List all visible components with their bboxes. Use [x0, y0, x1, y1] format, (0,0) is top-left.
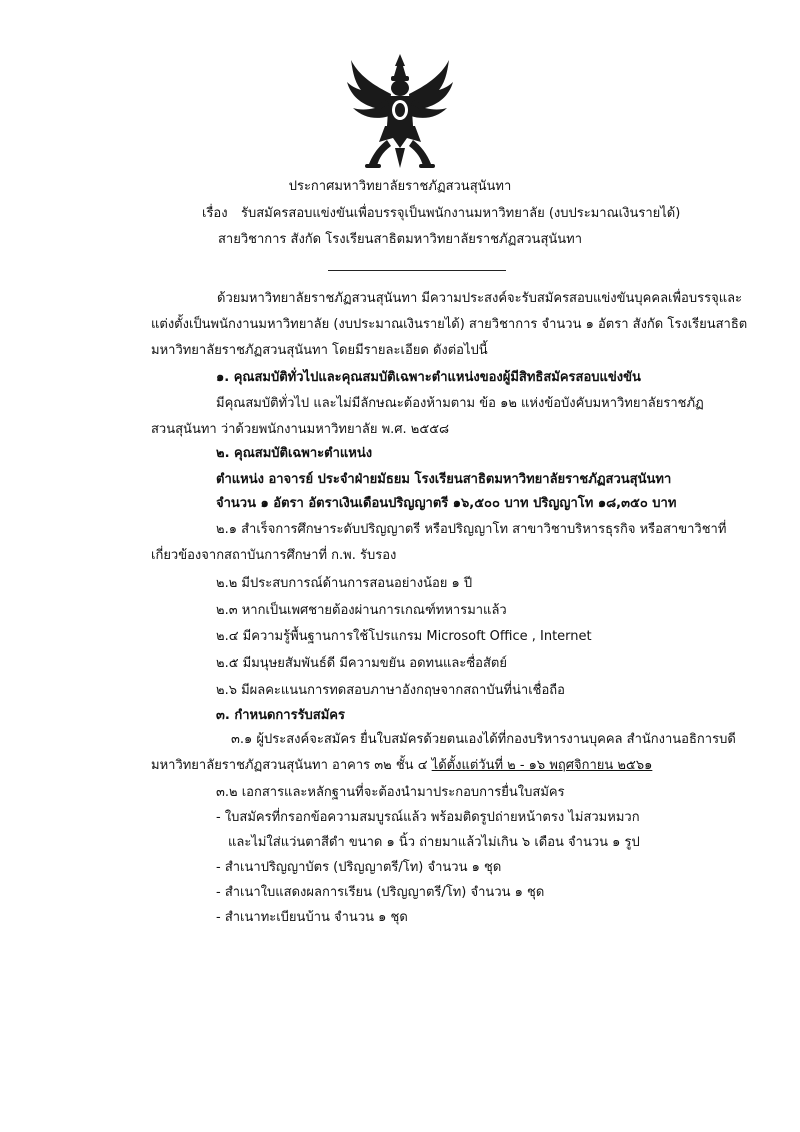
garuda-emblem: [345, 52, 455, 170]
application-3-2: ๓.๒ เอกสารและหลักฐานที่จะต้องนำมาประกอบการยื่นใบสมัคร: [216, 785, 565, 800]
intro-line-3: มหาวิทยาลัยราชภัฏสวนสุนันทา โดยมีรายละเอียด ดังต่อไปนี้: [151, 343, 488, 358]
announcement-unit: สายวิชาการ สังกัด โรงเรียนสาธิตมหาวิทยาลัยราชภัฏสวนสุนันทา: [217, 232, 583, 247]
intro-line-2: แต่งตั้งเป็นพนักงานมหาวิทยาลัย (งบประมาณเงินรายได้) สายวิชาการ จำนวน ๑ อัตรา สังกัด โรงเรียนสาธิต: [151, 317, 748, 332]
subject-text: รับสมัครสอบแข่งขันเพื่อบรรจุเป็นพนักงานมหาวิทยาลัย (งบประมาณเงินรายได้): [241, 206, 681, 221]
section1-body-1: มีคุณสมบัติทั่วไป และไม่มีลักษณะต้องห้ามตาม ข้อ ๑๒ แห่งข้อบังคับมหาวิทยาลัยราชภัฏ: [216, 396, 704, 411]
qualification-2-2: ๒.๒ มีประสบการณ์ด้านการสอนอย่างน้อย ๑ ปี: [216, 576, 473, 591]
qualification-2-1-line-2: เกี่ยวข้องจากสถาบันการศึกษาที่ ก.พ. รับรอง: [151, 548, 397, 563]
section3-heading: ๓. กำหนดการรับสมัคร: [216, 708, 345, 723]
qualification-2-1-line-1: ๒.๑ สำเร็จการศึกษาระดับปริญญาตรี หรือปริญญาโท สาขาวิชาบริหารธุรกิจ หรือสาขาวิชาที่: [216, 522, 727, 537]
intro-line-1: ด้วยมหาวิทยาลัยราชภัฏสวนสุนันทา มีความประสงค์จะรับสมัครสอบแข่งขันบุคคลเพื่อบรรจุและ: [217, 291, 743, 306]
salary-line: จำนวน ๑ อัตรา อัตราเงินเดือนปริญญาตรี ๑๖,๕๐๐ บาท ปริญญาโท ๑๘,๓๕๐ บาท: [216, 496, 677, 511]
qualification-2-4: ๒.๔ มีความรู้พื้นฐานการใช้โปรแกรม Microsoft Office , Internet: [216, 629, 592, 644]
application-3-1-line-2: [151, 756, 652, 776]
header-divider: [328, 270, 506, 271]
document-2: - สำเนาปริญญาบัตร (ปริญญาตรี/โท) จำนวน ๑ ชุด: [216, 860, 502, 875]
document-1-line-2: และไม่ใส่แว่นตาสีดำ ขนาด ๑ นิ้ว ถ่ายมาแล้วไม่เกิน ๖ เดือน จำนวน ๑ รูป: [228, 835, 640, 850]
document-3: - สำเนาใบแสดงผลการเรียน (ปริญญาตรี/โท) จำนวน ๑ ชุด: [216, 885, 545, 900]
qualification-2-6: ๒.๖ มีผลคะแนนการทดสอบภาษาอังกฤษจากสถาบันที่น่าเชื่อถือ: [216, 683, 565, 698]
qualification-2-5: ๒.๕ มีมนุษยสัมพันธ์ดี มีความขยัน อดทนและซื่อสัตย์: [216, 656, 507, 671]
application-dates: ได้ตั้งแต่วันที่ ๒ - ๑๖ พฤศจิกายน ๒๕๖๑: [431, 758, 653, 773]
section2-heading: ๒. คุณสมบัติเฉพาะตำแหน่ง: [216, 446, 373, 461]
document-1-line-1: - ใบสมัครที่กรอกข้อความสมบูรณ์แล้ว พร้อมติดรูปถ่ายหน้าตรง ไม่สวมหมวก: [216, 810, 640, 825]
announcement-title: ประกาศมหาวิทยาลัยราชภัฏสวนสุนันทา: [288, 179, 512, 194]
application-3-1-line-1: ๓.๑ ผู้ประสงค์จะสมัคร ยื่นใบสมัครด้วยตนเองได้ที่กองบริหารงานบุคคล สำนักงานอธิการบดี: [231, 732, 736, 747]
section1-body-2: สวนสุนันทา ว่าด้วยพนักงานมหาวิทยาลัย พ.ศ. ๒๕๕๘: [151, 422, 450, 437]
document-4: - สำเนาทะเบียนบ้าน จำนวน ๑ ชุด: [216, 910, 408, 925]
subject-label: เรื่อง: [202, 206, 228, 221]
qualification-2-3: ๒.๓ หากเป็นเพศชายต้องผ่านการเกณฑ์ทหารมาแล้ว: [216, 603, 507, 618]
position-title: ตำแหน่ง อาจารย์ ประจำฝ่ายมัธยม โรงเรียนสาธิตมหาวิทยาลัยราชภัฏสวนสุนันทา: [216, 472, 672, 487]
section1-heading: ๑. คุณสมบัติทั่วไปและคุณสมบัติเฉพาะตำแหน่งของผู้มีสิทธิสมัครสอบแข่งขัน: [216, 370, 641, 385]
application-location: มหาวิทยาลัยราชภัฏสวนสุนันทา อาคาร ๓๒ ชั้น ๔: [151, 758, 428, 773]
